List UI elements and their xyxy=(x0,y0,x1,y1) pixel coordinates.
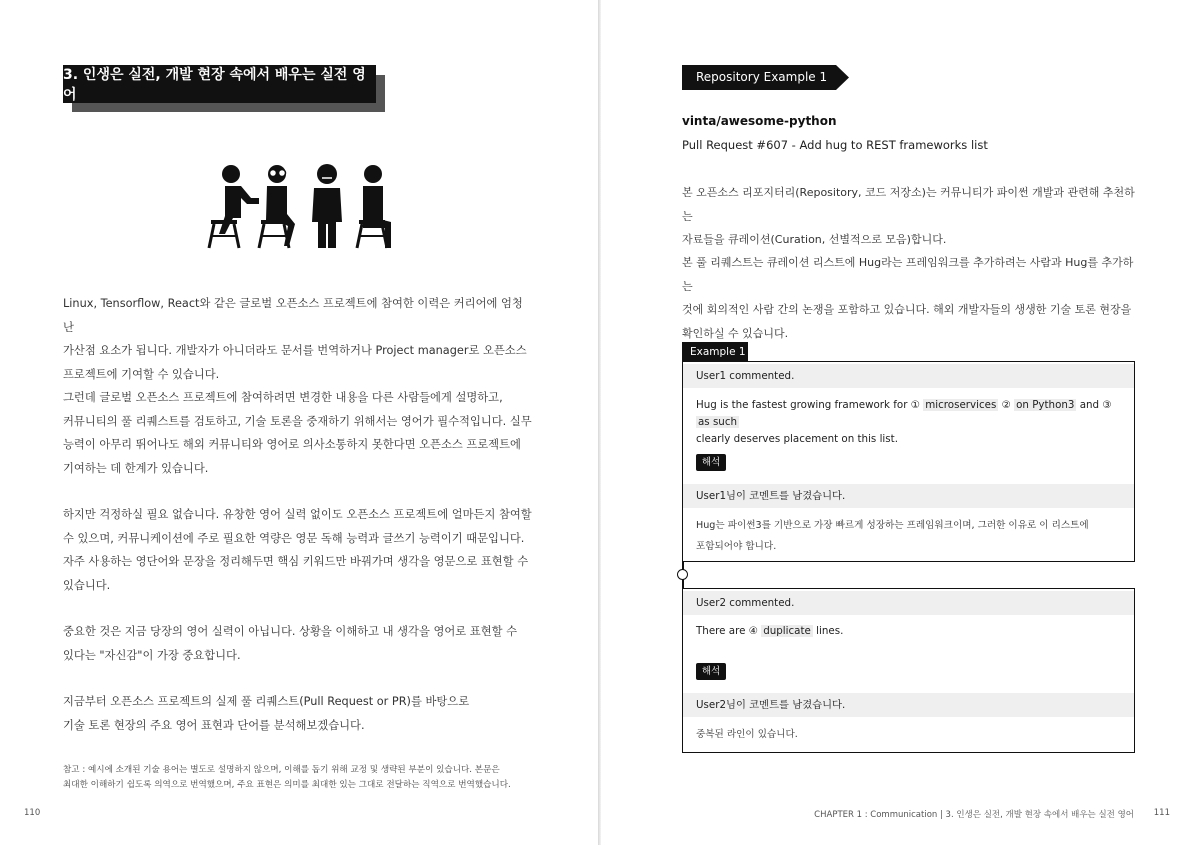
repository-tag-label: Repository Example 1 xyxy=(696,70,828,84)
body-paragraph-4 xyxy=(63,620,533,667)
comment-english-line xyxy=(696,623,1124,640)
text-line: 지금부터 오픈소스 프로젝트의 실제 풀 리퀘스트(Pull Request or PR)를 바탕으로 xyxy=(63,695,470,708)
text-line: 수 있으며, 커뮤니케이션에 주로 필요한 역량은 영문 독해 능력과 글쓰기 능력이기 때문입니다. xyxy=(63,531,525,545)
pr-description xyxy=(682,251,1142,345)
intro-paragraph xyxy=(63,292,533,386)
comment-english xyxy=(696,397,1124,448)
chapter-footer: CHAPTER 1 : Communication | 3. 인생은 실전, 개발 현장 속에서 배우는 실전 영어 xyxy=(814,810,1134,820)
text-line: 커뮤니티의 풀 리퀘스트를 검토하고, 기술 토론을 중재하기 위해서는 영어가 필수적입니다. 실무 xyxy=(63,414,532,428)
text-span: and ③ xyxy=(1076,399,1112,411)
text-line: 중요한 것은 지금 당장의 영어 실력이 아닙니다. 상황을 이해하고 내 생각을 영어로 표현할 수 xyxy=(63,625,518,638)
text-line: 확인하실 수 있습니다. xyxy=(682,326,789,340)
example-tag: Example 1 xyxy=(682,342,748,362)
connector-circle xyxy=(677,569,688,580)
text-span: lines. xyxy=(812,625,844,637)
body-paragraph-2 xyxy=(63,386,533,480)
repository-name: vinta/awesome-python xyxy=(682,114,837,128)
left-page xyxy=(0,0,598,845)
chapter-title: 3. 인생은 실전, 개발 현장 속에서 배우는 실전 영어 xyxy=(63,65,376,103)
repository-tag xyxy=(682,65,849,90)
right-page xyxy=(601,0,1200,845)
translation-header: User1님이 코멘트를 남겼습니다. xyxy=(683,484,1134,508)
page-number-right: 111 xyxy=(1153,808,1170,818)
translation-text: 중복된 라인이 있습니다. xyxy=(696,729,798,740)
translation-text xyxy=(696,515,1124,557)
translation-badge: 해석 xyxy=(696,663,726,680)
page-number-left: 110 xyxy=(24,808,41,818)
text-line: 하지만 걱정하실 필요 없습니다. 유창한 영어 실력 없이도 오픈소스 프로젝트에 얼마든지 참여할 xyxy=(63,508,532,521)
highlight-term: duplicate xyxy=(763,625,811,637)
text-line: 프로젝트에 기여할 수 있습니다. xyxy=(63,367,220,381)
note-line: 참고 : 예시에 소개된 기술 용어는 별도로 설명하지 않으며, 이해를 돕기 위해 교정 및 생략된 부분이 있습니다. 본문은 xyxy=(63,765,500,775)
highlight-term: as such xyxy=(698,416,738,428)
chapter-title-block xyxy=(63,65,385,112)
text-line: 있다는 "자신감"이 가장 중요합니다. xyxy=(63,648,241,662)
text-line: 있습니다. xyxy=(63,578,111,592)
text-line: 자료들을 큐레이션(Curation, 선별적으로 모음)합니다. xyxy=(682,233,947,246)
text-line: 본 오픈소스 리포지터리(Repository, 코드 저장소)는 커뮤니티가 파이썬 개발과 관련해 추천하는 xyxy=(682,186,1135,223)
comment-english-line xyxy=(696,397,1124,431)
text-line: Linux, Tensorflow, React와 같은 글로벌 오픈소스 프로젝트에 참여한 이력은 커리어에 엄청난 xyxy=(63,297,523,334)
note-line: 최대한 이해하기 쉽도록 의역으로 번역했으며, 주요 표현은 의미를 최대한 있는 그대로 전달하는 직역으로 번역했습니다. xyxy=(63,780,511,790)
comment-header: User1 commented. xyxy=(683,364,1134,388)
text-line: 본 풀 리퀘스트는 큐레이션 리스트에 Hug라는 프레임워크를 추가하려는 사람과 Hug를 추가하는 xyxy=(682,256,1134,293)
comment-header: User2 commented. xyxy=(683,591,1134,615)
translation-line: 포함되어야 합니다. xyxy=(696,541,777,552)
text-span: There are ④ xyxy=(696,625,762,637)
text-line: 능력이 아무리 뛰어나도 해외 커뮤니티와 영어로 의사소통하지 못한다면 오픈소스 프로젝트에 xyxy=(63,438,521,451)
text-line: 그런데 글로벌 오픈소스 프로젝트에 참여하려면 변경한 내용을 다른 사람들에게 설명하고, xyxy=(63,391,503,404)
translation-badge: 해석 xyxy=(696,454,726,471)
text-span: Hug is the fastest growing framework for ① xyxy=(696,399,924,411)
text-line: 것에 회의적인 사람 간의 논쟁을 포함하고 있습니다. 해외 개발자들의 생생한 기술 토론 현장을 xyxy=(682,303,1132,316)
text-line: 기술 토론 현장의 주요 영어 표현과 단어를 분석해보겠습니다. xyxy=(63,718,365,732)
comment-english-line: clearly deserves placement on this list. xyxy=(696,433,898,445)
comment-box-2 xyxy=(682,588,1135,753)
text-line: 가산점 요소가 됩니다. 개발자가 아니더라도 문서를 번역하거나 Project manager로 오픈소스 xyxy=(63,344,527,357)
highlight-term: microservices xyxy=(925,399,997,411)
translation-header: User2님이 코멘트를 남겼습니다. xyxy=(683,693,1134,717)
repo-description xyxy=(682,181,1142,252)
text-span: ② xyxy=(998,399,1015,411)
translation-line: Hug는 파이썬3를 기반으로 가장 빠르게 성장하는 프레임워크이며, 그러한 이유로 이 리스트에 xyxy=(696,520,1089,531)
highlight-term: on Python3 xyxy=(1016,399,1075,411)
body-paragraph-3 xyxy=(63,503,533,597)
comment-box-1 xyxy=(682,361,1135,562)
people-discussion-icon xyxy=(205,160,395,252)
reference-note xyxy=(63,763,533,793)
text-line: 자주 사용하는 영단어와 문장을 정리해두면 핵심 키워드만 바꿔가며 생각을 영문으로 표현할 수 xyxy=(63,555,529,568)
comment-english xyxy=(696,623,1124,640)
body-paragraph-5 xyxy=(63,690,533,737)
text-line: 기여하는 데 한계가 있습니다. xyxy=(63,461,209,475)
pull-request-title: Pull Request #607 - Add hug to REST frameworks list xyxy=(682,138,988,152)
